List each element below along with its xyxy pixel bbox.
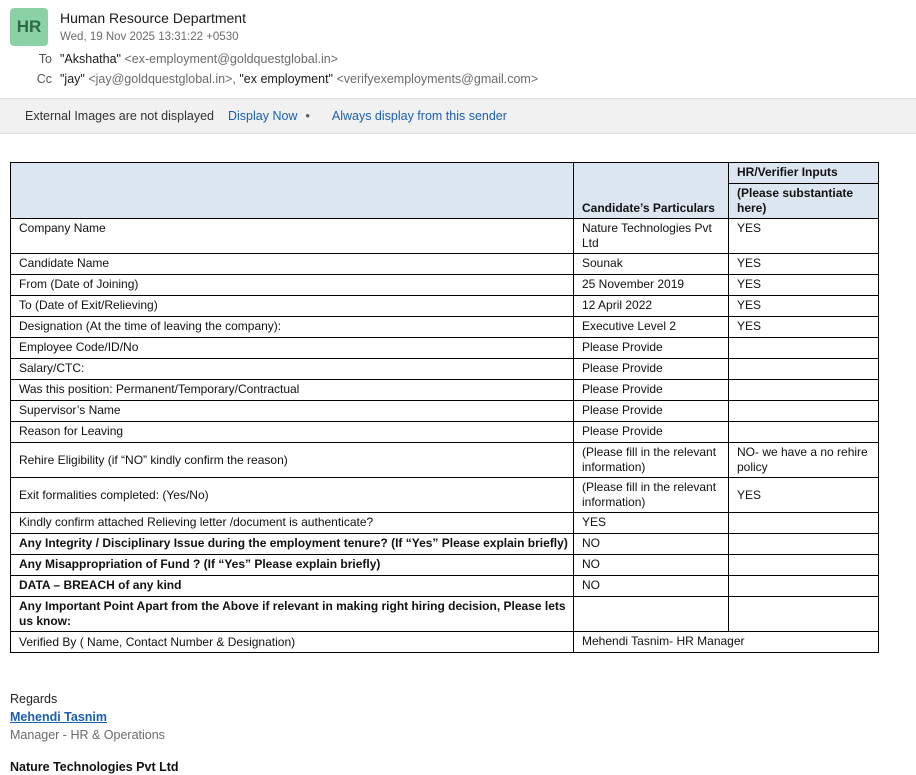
table-row: [11, 296, 879, 317]
row-particulars: Nature Technologies Pvt Ltd: [574, 219, 729, 254]
row-verifier: YES: [729, 296, 879, 317]
row-particulars: NO: [574, 534, 729, 555]
row-label: Kindly confirm attached Relieving letter /document is authenticate?: [11, 513, 574, 534]
row-label: Any Integrity / Disciplinary Issue during the employment tenure? (If “Yes” Please explain briefly): [11, 534, 574, 555]
cc-recipient-name-2[interactable]: "ex employment": [239, 72, 333, 86]
cc-value: [60, 72, 538, 86]
row-particulars: Mehendi Tasnim- HR Manager: [574, 632, 879, 653]
row-particulars: Sounak: [574, 254, 729, 275]
row-label: Company Name: [11, 219, 574, 254]
header-candidate-particulars: Candidate’s Particulars: [574, 163, 729, 219]
row-particulars: [574, 597, 729, 632]
cc-label: Cc: [36, 72, 52, 86]
row-verifier: [729, 513, 879, 534]
row-verifier: [729, 401, 879, 422]
row-verifier: [729, 359, 879, 380]
cc-recipient-address-1[interactable]: <jay@goldquestglobal.in>,: [88, 72, 236, 86]
cc-recipient-address-2[interactable]: <verifyexemployments@gmail.com>: [336, 72, 539, 86]
table-row: [11, 219, 879, 254]
row-particulars: (Please fill in the relevant information): [574, 443, 729, 478]
email-header: [0, 0, 916, 86]
cc-recipient-name-1[interactable]: "jay": [60, 72, 85, 86]
table-row: [11, 576, 879, 597]
avatar: HR: [10, 8, 48, 46]
row-verifier: YES: [729, 275, 879, 296]
row-verifier: [729, 597, 879, 632]
row-label: Supervisor’s Name: [11, 401, 574, 422]
email-timestamp: Wed, 19 Nov 2025 13:31:22 +0530: [60, 31, 239, 43]
table-row: [11, 534, 879, 555]
to-value: [60, 52, 338, 66]
row-particulars: 12 April 2022: [574, 296, 729, 317]
row-verifier: YES: [729, 219, 879, 254]
row-verifier: [729, 534, 879, 555]
row-particulars: 25 November 2019: [574, 275, 729, 296]
email-signature: [0, 691, 916, 775]
table-row: [11, 443, 879, 478]
row-particulars: NO: [574, 576, 729, 597]
row-label: To (Date of Exit/Relieving): [11, 296, 574, 317]
display-now-link[interactable]: Display Now: [228, 109, 298, 123]
row-verifier: YES: [729, 317, 879, 338]
row-label: Designation (At the time of leaving the company):: [11, 317, 574, 338]
header-blank-cell: [11, 163, 574, 219]
table-row: [11, 555, 879, 576]
sender-info: [60, 8, 246, 43]
header-verifier-inputs: HR/Verifier Inputs: [729, 163, 879, 184]
table-row: [11, 275, 879, 296]
row-label: Was this position: Permanent/Temporary/Contractual: [11, 380, 574, 401]
row-particulars: Please Provide: [574, 359, 729, 380]
row-verifier: [729, 576, 879, 597]
row-label: Any Important Point Apart from the Above if relevant in making right hiring decision, Please lets us know:: [11, 597, 574, 632]
signature-regards: Regards: [10, 692, 58, 706]
row-label: Candidate Name: [11, 254, 574, 275]
row-label: Verified By ( Name, Contact Number & Designation): [11, 632, 574, 653]
row-verifier: [729, 338, 879, 359]
row-label: Salary/CTC:: [11, 359, 574, 380]
header-verifier-substantiate: (Please substantiate here): [729, 184, 879, 219]
table-row: [11, 597, 879, 632]
table-row: [11, 401, 879, 422]
external-images-message: External Images are not displayed: [25, 109, 214, 123]
row-particulars: Executive Level 2: [574, 317, 729, 338]
sender-name[interactable]: Human Resource Department: [60, 10, 246, 26]
sender-row: [10, 8, 906, 46]
table-row: [11, 380, 879, 401]
row-particulars: Please Provide: [574, 338, 729, 359]
row-particulars: Please Provide: [574, 380, 729, 401]
table-row-verified-by: [11, 632, 879, 653]
row-particulars: (Please fill in the relevant information): [574, 478, 729, 513]
row-verifier: YES: [729, 254, 879, 275]
to-label: To: [38, 52, 52, 66]
table-row: [11, 478, 879, 513]
row-particulars: NO: [574, 555, 729, 576]
row-particulars: Please Provide: [574, 422, 729, 443]
to-row: [10, 52, 906, 66]
table-row: [11, 317, 879, 338]
table-row: [11, 338, 879, 359]
row-verifier: YES: [729, 478, 879, 513]
row-label: Employee Code/ID/No: [11, 338, 574, 359]
table-row: [11, 422, 879, 443]
always-display-link[interactable]: Always display from this sender: [331, 109, 507, 123]
row-particulars: Please Provide: [574, 401, 729, 422]
row-label: From (Date of Joining): [11, 275, 574, 296]
signature-name[interactable]: Mehendi Tasnim: [10, 710, 108, 724]
to-recipient-name[interactable]: "Akshatha": [60, 52, 121, 66]
banner-separator: •: [305, 109, 310, 123]
to-recipient-address[interactable]: <ex-employment@goldquestglobal.in>: [124, 52, 338, 66]
external-images-banner: [0, 98, 916, 134]
row-label: Rehire Eligibility (if “NO” kindly confirm the reason): [11, 443, 574, 478]
row-verifier: [729, 555, 879, 576]
row-label: DATA – BREACH of any kind: [11, 576, 574, 597]
row-label: Reason for Leaving: [11, 422, 574, 443]
row-verifier: [729, 380, 879, 401]
row-label: Exit formalities completed: (Yes/No): [11, 478, 574, 513]
email-body: [0, 162, 916, 653]
row-verifier: [729, 422, 879, 443]
row-label: Any Misappropriation of Fund ? (If “Yes” Please explain briefly): [11, 555, 574, 576]
table-row: [11, 513, 879, 534]
signature-role: Manager - HR & Operations: [10, 728, 165, 742]
verification-form-table: [10, 162, 879, 653]
table-row: [11, 254, 879, 275]
row-particulars: YES: [574, 513, 729, 534]
signature-company: Nature Technologies Pvt Ltd: [10, 760, 179, 774]
cc-row: [10, 72, 906, 86]
row-verifier: NO- we have a no rehire policy: [729, 443, 879, 478]
table-header-row: [11, 163, 879, 184]
table-row: [11, 359, 879, 380]
